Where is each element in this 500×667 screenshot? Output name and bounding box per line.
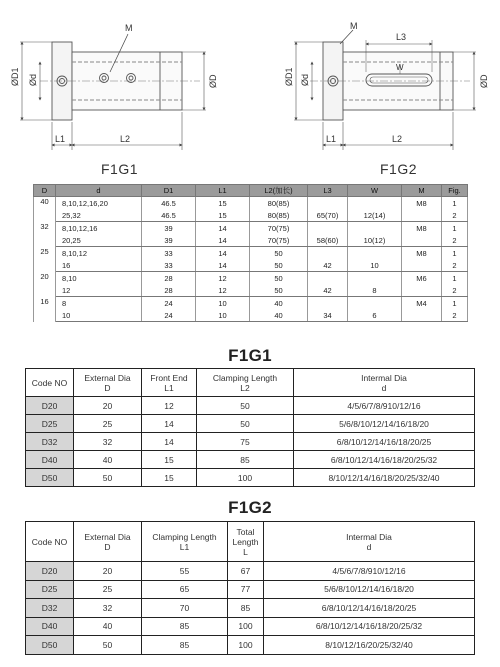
code-cell: D32 — [26, 433, 74, 451]
spec-cell: 1 — [442, 222, 468, 235]
column-header-line: Clamping Length — [212, 372, 278, 383]
spec-cell — [348, 297, 402, 310]
code-cell: D20 — [26, 562, 74, 581]
table-cell: 100 — [228, 636, 264, 655]
spec-header-cell: D1 — [142, 185, 196, 197]
spec-d-cell: 40 — [34, 197, 56, 222]
table-cell: 32 — [74, 599, 142, 618]
spec-cell: 12 — [56, 284, 142, 297]
spec-cell: 40 — [250, 309, 308, 322]
column-header — [197, 369, 294, 397]
spec-cell: 2 — [442, 309, 468, 322]
table-row — [26, 415, 475, 433]
spec-cell: 25,32 — [56, 209, 142, 222]
fig1-drawing — [20, 34, 206, 150]
column-header-line: L2 — [240, 382, 250, 393]
table-cell: 8/10/12/14/16/18/20/25/32/40 — [294, 469, 475, 487]
spec-d-cell: 32 — [34, 222, 56, 247]
column-header-line: Intermal Dia — [346, 531, 392, 542]
spec-cell: 14 — [196, 247, 250, 260]
column-header-line: Front End — [150, 372, 188, 383]
spec-cell: 10 — [196, 309, 250, 322]
spec-header-cell: Fig. — [442, 185, 468, 197]
spec-row — [34, 309, 468, 322]
spec-cell: 10 — [348, 259, 402, 272]
table-cell: 5/6/8/10/12/14/16/18/20 — [264, 580, 475, 599]
column-header-line: External Dia — [84, 531, 131, 542]
table-row — [26, 636, 475, 655]
table-cell: 100 — [197, 469, 294, 487]
table-row — [26, 451, 475, 469]
table-row — [26, 469, 475, 487]
spec-cell: 50 — [250, 247, 308, 260]
column-header-line: External Dia — [84, 372, 131, 383]
table-cell: 15 — [142, 451, 197, 469]
fig1-label-l2: L2 — [120, 134, 131, 144]
spec-cell: 20,25 — [56, 234, 142, 247]
column-header — [74, 522, 142, 562]
column-header-line: D — [104, 382, 111, 393]
fig2-label-w: W — [396, 63, 404, 72]
spec-d-cell: 25 — [34, 247, 56, 272]
spec-header-row — [34, 185, 468, 197]
column-header-line: Code NO — [31, 536, 68, 547]
spec-row — [34, 272, 468, 285]
table1-title: F1G1 — [228, 346, 272, 365]
spec-cell: 2 — [442, 234, 468, 247]
spec-d-cell: 16 — [34, 297, 56, 322]
spec-cell: 46.5 — [142, 197, 196, 210]
spec-cell — [402, 309, 442, 322]
spec-cell: M8 — [402, 222, 442, 235]
column-header-line: L1 — [179, 541, 190, 552]
spec-cell: 39 — [142, 222, 196, 235]
spec-header-cell: d — [56, 185, 142, 197]
spec-row — [34, 259, 468, 272]
spec-header-cell: L1 — [196, 185, 250, 197]
fig2-label-d1: ØD1 — [284, 67, 294, 86]
column-header-line: L — [243, 546, 248, 557]
column-header — [74, 369, 142, 397]
spec-cell: 70(75) — [250, 234, 308, 247]
spec-cell: 50 — [250, 284, 308, 297]
spec-cell — [308, 297, 348, 310]
spec-cell: 28 — [142, 272, 196, 285]
column-header — [142, 369, 197, 397]
spec-row — [34, 247, 468, 260]
table-cell: 4/5/6/7/8/910/12/16 — [294, 397, 475, 415]
code-cell: D40 — [26, 617, 74, 636]
spec-cell: 33 — [142, 247, 196, 260]
spec-cell: 16 — [56, 259, 142, 272]
spec-cell — [308, 247, 348, 260]
spec-cell: 8 — [348, 284, 402, 297]
spec-header-cell: D — [34, 185, 56, 197]
spec-cell: 24 — [142, 309, 196, 322]
spec-cell: 10 — [196, 297, 250, 310]
code-cell: D25 — [26, 580, 74, 599]
spec-header-cell: W — [348, 185, 402, 197]
spec-cell: 1 — [442, 247, 468, 260]
spec-cell: 1 — [442, 297, 468, 310]
table-cell: 14 — [142, 433, 197, 451]
column-header-line: Code NO — [31, 377, 68, 388]
column-header-line: Length — [232, 536, 259, 547]
table-cell: 25 — [74, 415, 142, 433]
spec-cell: 42 — [308, 284, 348, 297]
spec-cell: 10 — [56, 309, 142, 322]
spec-cell: 42 — [308, 259, 348, 272]
column-header — [294, 369, 475, 397]
spec-table — [33, 184, 468, 322]
fig1-label-m: M — [125, 23, 133, 33]
spec-cell: 14 — [196, 259, 250, 272]
spec-cell: 10(12) — [348, 234, 402, 247]
spec-row — [34, 209, 468, 222]
spec-row — [34, 284, 468, 297]
spec-cell: M8 — [402, 197, 442, 210]
table-cell: 67 — [228, 562, 264, 581]
table-cell: 50 — [74, 469, 142, 487]
table-cell: 4/5/6/7/8/910/12/16 — [264, 562, 475, 581]
spec-cell: 24 — [142, 297, 196, 310]
spec-cell: 40 — [250, 297, 308, 310]
table2-title: F1G2 — [228, 498, 272, 517]
spec-cell: 33 — [142, 259, 196, 272]
spec-cell — [308, 222, 348, 235]
column-header-line: L1 — [164, 382, 174, 393]
spec-cell: 80(85) — [250, 197, 308, 210]
spec-cell: 65(70) — [308, 209, 348, 222]
column-header — [26, 522, 74, 562]
table-cell: 15 — [142, 469, 197, 487]
table-cell: 25 — [74, 580, 142, 599]
spec-cell: 2 — [442, 284, 468, 297]
spec-header-cell: M — [402, 185, 442, 197]
table-cell: 85 — [228, 599, 264, 618]
table-cell: 50 — [197, 397, 294, 415]
spec-row — [34, 197, 468, 210]
spec-cell: 80(85) — [250, 209, 308, 222]
spec-cell: 1 — [442, 197, 468, 210]
spec-cell — [402, 259, 442, 272]
table-cell: 75 — [197, 433, 294, 451]
f1g1-table — [25, 368, 475, 487]
column-header — [264, 522, 475, 562]
table1-header-row — [26, 369, 475, 397]
table-cell: 40 — [74, 617, 142, 636]
spec-cell: 15 — [196, 209, 250, 222]
table-cell: 85 — [197, 451, 294, 469]
table-cell: 40 — [74, 451, 142, 469]
table-cell: 77 — [228, 580, 264, 599]
spec-cell: M8 — [402, 247, 442, 260]
column-header-line: Total — [236, 526, 255, 537]
table-cell: 6/8/10/12/14/16/18/20/25 — [294, 433, 475, 451]
column-header-line: Intermal Dia — [361, 372, 407, 383]
spec-cell: 12 — [196, 284, 250, 297]
spec-row — [34, 297, 468, 310]
spec-cell — [348, 272, 402, 285]
spec-cell: 14 — [196, 234, 250, 247]
table-cell: 20 — [74, 562, 142, 581]
column-header-line: D — [104, 541, 111, 552]
spec-cell: 39 — [142, 234, 196, 247]
table-cell: 8/10/12/16/20/25/32/40 — [264, 636, 475, 655]
spec-cell — [308, 197, 348, 210]
fig2-title: F1G2 — [380, 161, 418, 177]
fig1-label-d: Ød — [28, 73, 38, 86]
spec-cell: 8,10,12,16 — [56, 222, 142, 235]
table-cell: 65 — [142, 580, 228, 599]
table-row — [26, 580, 475, 599]
spec-cell: 8,10,12 — [56, 247, 142, 260]
spec-cell: 6 — [348, 309, 402, 322]
fig1-label-l1: L1 — [55, 134, 66, 144]
spec-cell — [308, 272, 348, 285]
table-row — [26, 397, 475, 415]
fig2-label-l2: L2 — [392, 134, 403, 144]
spec-cell: 70(75) — [250, 222, 308, 235]
column-header — [26, 369, 74, 397]
table-row — [26, 617, 475, 636]
spec-cell: 12 — [196, 272, 250, 285]
fig1-label-d1: ØD1 — [10, 67, 20, 86]
table-cell: 55 — [142, 562, 228, 581]
table-cell: 20 — [74, 397, 142, 415]
table-row — [26, 433, 475, 451]
fig2-drawing — [294, 30, 476, 150]
spec-cell: 2 — [442, 209, 468, 222]
fig2-label-l3: L3 — [396, 32, 407, 42]
table-row — [26, 562, 475, 581]
table-cell: 100 — [228, 617, 264, 636]
spec-cell: 50 — [250, 272, 308, 285]
table2-header-row — [26, 522, 475, 562]
column-header-line: d — [381, 382, 387, 393]
spec-cell: 8 — [56, 297, 142, 310]
spec-cell: 14 — [196, 222, 250, 235]
code-cell: D40 — [26, 451, 74, 469]
table-cell: 70 — [142, 599, 228, 618]
fig1-title: F1G1 — [101, 161, 139, 177]
spec-cell — [402, 209, 442, 222]
spec-cell: 2 — [442, 259, 468, 272]
code-cell: D25 — [26, 415, 74, 433]
spec-cell: 8,10 — [56, 272, 142, 285]
column-header — [142, 522, 228, 562]
fig2-label-big-d: ØD — [479, 74, 489, 88]
table-row — [26, 599, 475, 618]
table-cell: 85 — [142, 636, 228, 655]
spec-header-cell: L2(加长) — [250, 185, 308, 197]
spec-cell: M4 — [402, 297, 442, 310]
spec-cell: 1 — [442, 272, 468, 285]
table-cell: 85 — [142, 617, 228, 636]
technical-drawings — [0, 0, 500, 180]
code-cell: D50 — [26, 469, 74, 487]
table-cell: 14 — [142, 415, 197, 433]
column-header — [228, 522, 264, 562]
table-cell: 5/6/8/10/12/14/16/18/20 — [294, 415, 475, 433]
spec-cell: 50 — [250, 259, 308, 272]
spec-cell — [348, 197, 402, 210]
fig1-label-big-d: ØD — [208, 74, 218, 88]
spec-cell: 58(60) — [308, 234, 348, 247]
code-cell: D50 — [26, 636, 74, 655]
spec-d-cell: 20 — [34, 272, 56, 297]
code-cell: D20 — [26, 397, 74, 415]
table-cell: 12 — [142, 397, 197, 415]
fig2-label-l1: L1 — [326, 134, 337, 144]
spec-cell — [348, 247, 402, 260]
spec-cell: 8,10,12,16,20 — [56, 197, 142, 210]
spec-cell: 46.5 — [142, 209, 196, 222]
code-cell: D32 — [26, 599, 74, 618]
fig2-label-d: Ød — [300, 73, 310, 86]
f1g2-table — [25, 521, 475, 655]
table-cell: 50 — [197, 415, 294, 433]
spec-cell: 28 — [142, 284, 196, 297]
fig2-label-m: M — [350, 21, 358, 31]
spec-row — [34, 234, 468, 247]
spec-cell — [402, 284, 442, 297]
spec-cell: 15 — [196, 197, 250, 210]
table-cell: 6/8/10/12/14/16/18/20/25/32 — [264, 617, 475, 636]
spec-cell — [402, 234, 442, 247]
spec-cell: 12(14) — [348, 209, 402, 222]
column-header-line: Clamping Length — [152, 531, 217, 542]
table-cell: 6/8/10/12/14/16/18/20/25/32 — [294, 451, 475, 469]
table-cell: 50 — [74, 636, 142, 655]
spec-cell: 34 — [308, 309, 348, 322]
column-header-line: d — [366, 541, 372, 552]
spec-cell — [348, 222, 402, 235]
spec-row — [34, 222, 468, 235]
spec-header-cell: L3 — [308, 185, 348, 197]
table-cell: 6/8/10/12/14/16/18/20/25 — [264, 599, 475, 618]
spec-cell: M6 — [402, 272, 442, 285]
table-cell: 32 — [74, 433, 142, 451]
